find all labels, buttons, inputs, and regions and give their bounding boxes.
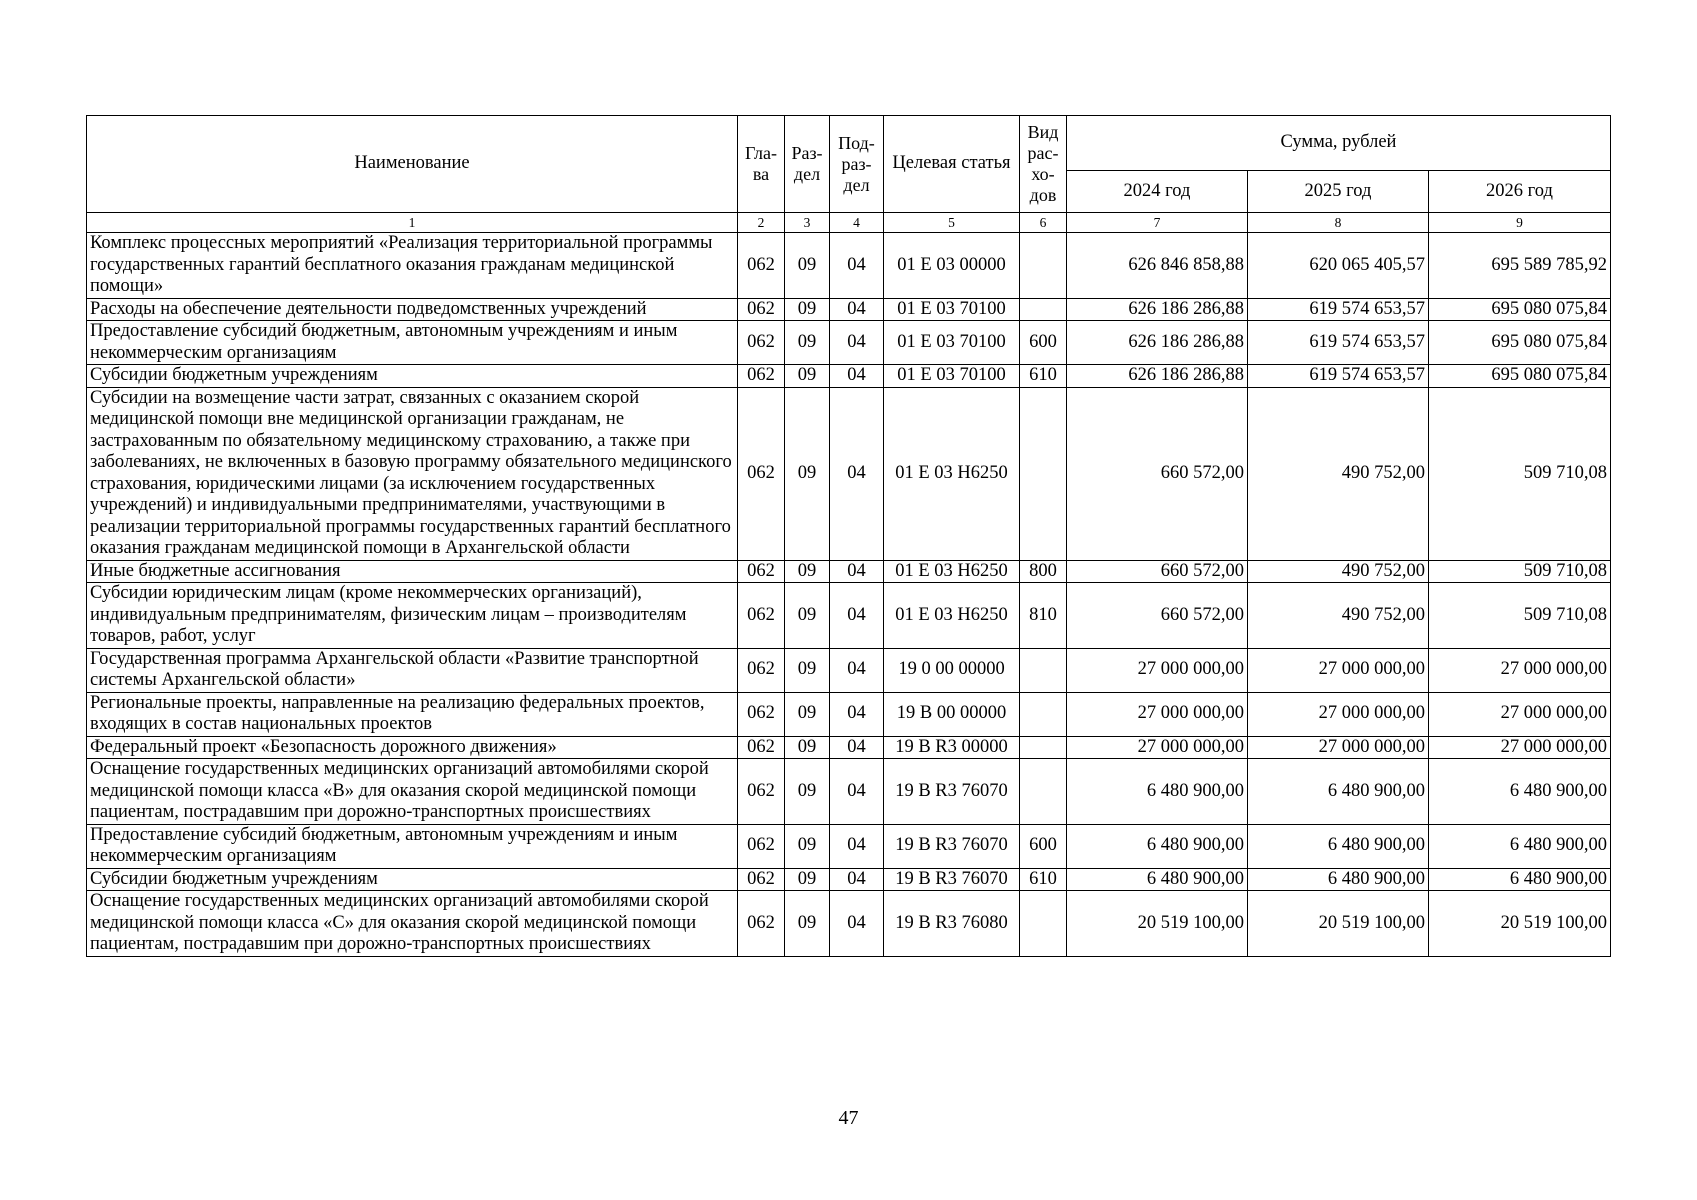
row-razdel: 09 [785, 298, 830, 321]
row-amount-2024: 27 000 000,00 [1067, 736, 1248, 759]
row-podrazdel: 04 [830, 233, 884, 299]
row-podrazdel: 04 [830, 560, 884, 583]
row-vid: 810 [1020, 583, 1067, 649]
row-amount-2026: 27 000 000,00 [1429, 692, 1611, 736]
table-row [87, 692, 1611, 736]
header-podrazdel: Под-раз-дел [830, 116, 884, 213]
row-amount-2025: 6 480 900,00 [1248, 824, 1429, 868]
row-podrazdel: 04 [830, 759, 884, 825]
row-amount-2025: 619 574 653,57 [1248, 365, 1429, 388]
row-glava: 062 [738, 298, 785, 321]
row-name: Региональные проекты, направленные на реализацию федеральных проектов, входящих в состав национальных проектов [87, 692, 738, 736]
row-amount-2025: 27 000 000,00 [1248, 648, 1429, 692]
row-podrazdel: 04 [830, 298, 884, 321]
row-glava: 062 [738, 560, 785, 583]
row-target: 19 В R3 76070 [884, 824, 1020, 868]
row-vid [1020, 648, 1067, 692]
row-podrazdel: 04 [830, 868, 884, 891]
row-podrazdel: 04 [830, 692, 884, 736]
row-amount-2024: 660 572,00 [1067, 387, 1248, 560]
column-number: 6 [1020, 213, 1067, 233]
row-vid: 610 [1020, 868, 1067, 891]
row-amount-2025: 6 480 900,00 [1248, 868, 1429, 891]
row-glava: 062 [738, 891, 785, 957]
row-amount-2025: 620 065 405,57 [1248, 233, 1429, 299]
row-amount-2024: 20 519 100,00 [1067, 891, 1248, 957]
row-name: Оснащение государственных медицинских организаций автомобилями скорой медицинской помощи класса «С» для оказания скорой медицинской помощи пациентам, пострадавшим при дорожно-транспортных происшествиях [87, 891, 738, 957]
row-amount-2026: 695 589 785,92 [1429, 233, 1611, 299]
row-razdel: 09 [785, 560, 830, 583]
row-amount-2025: 490 752,00 [1248, 387, 1429, 560]
row-amount-2025: 20 519 100,00 [1248, 891, 1429, 957]
row-name: Оснащение государственных медицинских организаций автомобилями скорой медицинской помощи класса «В» для оказания скорой медицинской помощи пациентам, пострадавшим при дорожно-транспортных происшествиях [87, 759, 738, 825]
header-year-2025: 2025 год [1248, 171, 1429, 213]
row-glava: 062 [738, 824, 785, 868]
row-target: 19 В R3 00000 [884, 736, 1020, 759]
row-amount-2026: 6 480 900,00 [1429, 824, 1611, 868]
row-target: 19 0 00 00000 [884, 648, 1020, 692]
row-amount-2024: 6 480 900,00 [1067, 868, 1248, 891]
row-target: 01 Е 03 Н6250 [884, 583, 1020, 649]
row-name: Субсидии бюджетным учреждениям [87, 365, 738, 388]
row-razdel: 09 [785, 365, 830, 388]
row-podrazdel: 04 [830, 321, 884, 365]
row-amount-2026: 509 710,08 [1429, 583, 1611, 649]
row-target: 01 Е 03 70100 [884, 321, 1020, 365]
table-row [87, 759, 1611, 825]
row-podrazdel: 04 [830, 824, 884, 868]
table-row [87, 233, 1611, 299]
row-vid [1020, 759, 1067, 825]
row-podrazdel: 04 [830, 648, 884, 692]
row-amount-2025: 27 000 000,00 [1248, 736, 1429, 759]
row-amount-2025: 490 752,00 [1248, 560, 1429, 583]
row-glava: 062 [738, 583, 785, 649]
row-amount-2024: 626 186 286,88 [1067, 321, 1248, 365]
header-vid: Вид рас-хо-дов [1020, 116, 1067, 213]
row-amount-2026: 27 000 000,00 [1429, 736, 1611, 759]
column-number: 8 [1248, 213, 1429, 233]
row-glava: 062 [738, 321, 785, 365]
row-vid [1020, 233, 1067, 299]
row-razdel: 09 [785, 233, 830, 299]
column-number: 4 [830, 213, 884, 233]
row-name: Государственная программа Архангельской области «Развитие транспортной системы Архангельской области» [87, 648, 738, 692]
table-body [87, 233, 1611, 957]
header-razdel: Раз-дел [785, 116, 830, 213]
row-amount-2024: 27 000 000,00 [1067, 692, 1248, 736]
row-vid: 610 [1020, 365, 1067, 388]
row-name: Предоставление субсидий бюджетным, автономным учреждениям и иным некоммерческим организациям [87, 321, 738, 365]
row-target: 01 Е 03 00000 [884, 233, 1020, 299]
header-target: Целевая статья [884, 116, 1020, 213]
row-vid [1020, 298, 1067, 321]
row-target: 01 Е 03 70100 [884, 365, 1020, 388]
row-target: 01 Е 03 Н6250 [884, 387, 1020, 560]
row-glava: 062 [738, 868, 785, 891]
row-amount-2026: 6 480 900,00 [1429, 759, 1611, 825]
row-amount-2026: 695 080 075,84 [1429, 298, 1611, 321]
row-razdel: 09 [785, 583, 830, 649]
table-header [87, 116, 1611, 233]
row-razdel: 09 [785, 868, 830, 891]
table-row [87, 321, 1611, 365]
row-razdel: 09 [785, 759, 830, 825]
row-amount-2024: 626 846 858,88 [1067, 233, 1248, 299]
row-vid [1020, 692, 1067, 736]
row-razdel: 09 [785, 648, 830, 692]
row-glava: 062 [738, 692, 785, 736]
row-target: 01 Е 03 Н6250 [884, 560, 1020, 583]
row-glava: 062 [738, 387, 785, 560]
row-razdel: 09 [785, 736, 830, 759]
row-amount-2025: 619 574 653,57 [1248, 298, 1429, 321]
row-name: Субсидии юридическим лицам (кроме некоммерческих организаций), индивидуальным предпринимателям, физическим лицам – производителям товаров, работ, услуг [87, 583, 738, 649]
row-razdel: 09 [785, 692, 830, 736]
row-amount-2026: 6 480 900,00 [1429, 868, 1611, 891]
row-razdel: 09 [785, 321, 830, 365]
header-sum: Сумма, рублей [1067, 116, 1611, 171]
table-row [87, 891, 1611, 957]
row-podrazdel: 04 [830, 891, 884, 957]
row-glava: 062 [738, 365, 785, 388]
row-vid: 600 [1020, 321, 1067, 365]
row-vid [1020, 736, 1067, 759]
row-amount-2026: 695 080 075,84 [1429, 321, 1611, 365]
row-amount-2025: 490 752,00 [1248, 583, 1429, 649]
table-row [87, 736, 1611, 759]
column-number: 2 [738, 213, 785, 233]
table-row [87, 560, 1611, 583]
row-target: 19 В 00 00000 [884, 692, 1020, 736]
row-target: 19 В R3 76070 [884, 868, 1020, 891]
row-razdel: 09 [785, 891, 830, 957]
row-target: 19 В R3 76080 [884, 891, 1020, 957]
column-number: 1 [87, 213, 738, 233]
row-name: Предоставление субсидий бюджетным, автономным учреждениям и иным некоммерческим организациям [87, 824, 738, 868]
row-amount-2025: 619 574 653,57 [1248, 321, 1429, 365]
table-row [87, 648, 1611, 692]
row-amount-2024: 660 572,00 [1067, 560, 1248, 583]
row-amount-2024: 6 480 900,00 [1067, 824, 1248, 868]
row-vid [1020, 891, 1067, 957]
row-amount-2024: 6 480 900,00 [1067, 759, 1248, 825]
row-razdel: 09 [785, 824, 830, 868]
row-glava: 062 [738, 736, 785, 759]
row-name: Субсидии на возмещение части затрат, связанных с оказанием скорой медицинской помощи вне медицинской организации гражданам, не застрахованным по обязательному медицинскому страхованию, а также при заболеваниях, не включенных в базовую программу обязательного медицинского страхования, юридическими лицами (за исключением государственных учреждений) и индивидуальными предпринимателями, участвующими в реализации территориальной программы государственных гарантий бесплатного оказания гражданам медицинской помощи в Архангельской области [87, 387, 738, 560]
table-row [87, 868, 1611, 891]
row-glava: 062 [738, 233, 785, 299]
column-number: 5 [884, 213, 1020, 233]
row-glava: 062 [738, 648, 785, 692]
row-amount-2025: 6 480 900,00 [1248, 759, 1429, 825]
row-vid: 800 [1020, 560, 1067, 583]
row-name: Иные бюджетные ассигнования [87, 560, 738, 583]
row-amount-2024: 626 186 286,88 [1067, 365, 1248, 388]
table-row [87, 365, 1611, 388]
row-amount-2026: 27 000 000,00 [1429, 648, 1611, 692]
row-name: Федеральный проект «Безопасность дорожного движения» [87, 736, 738, 759]
row-name: Расходы на обеспечение деятельности подведомственных учреждений [87, 298, 738, 321]
row-amount-2026: 509 710,08 [1429, 560, 1611, 583]
row-target: 01 Е 03 70100 [884, 298, 1020, 321]
row-podrazdel: 04 [830, 583, 884, 649]
column-number-row [87, 213, 1611, 233]
table-row [87, 298, 1611, 321]
header-year-2024: 2024 год [1067, 171, 1248, 213]
table-row [87, 583, 1611, 649]
budget-table [86, 115, 1611, 957]
row-podrazdel: 04 [830, 387, 884, 560]
header-glava: Гла-ва [738, 116, 785, 213]
row-name: Субсидии бюджетным учреждениям [87, 868, 738, 891]
row-amount-2026: 695 080 075,84 [1429, 365, 1611, 388]
row-amount-2025: 27 000 000,00 [1248, 692, 1429, 736]
row-amount-2026: 20 519 100,00 [1429, 891, 1611, 957]
row-name: Комплекс процессных мероприятий «Реализация территориальной программы государственных гарантий бесплатного оказания гражданам медицинской помощи» [87, 233, 738, 299]
table-row [87, 824, 1611, 868]
column-number: 7 [1067, 213, 1248, 233]
page-number: 47 [838, 1107, 859, 1129]
row-podrazdel: 04 [830, 736, 884, 759]
row-podrazdel: 04 [830, 365, 884, 388]
row-vid [1020, 387, 1067, 560]
row-amount-2024: 626 186 286,88 [1067, 298, 1248, 321]
column-number: 9 [1429, 213, 1611, 233]
header-name: Наименование [87, 116, 738, 213]
row-target: 19 В R3 76070 [884, 759, 1020, 825]
table-row [87, 387, 1611, 560]
row-razdel: 09 [785, 387, 830, 560]
row-amount-2024: 660 572,00 [1067, 583, 1248, 649]
row-amount-2024: 27 000 000,00 [1067, 648, 1248, 692]
row-amount-2026: 509 710,08 [1429, 387, 1611, 560]
row-glava: 062 [738, 759, 785, 825]
column-number: 3 [785, 213, 830, 233]
header-year-2026: 2026 год [1429, 171, 1611, 213]
row-vid: 600 [1020, 824, 1067, 868]
